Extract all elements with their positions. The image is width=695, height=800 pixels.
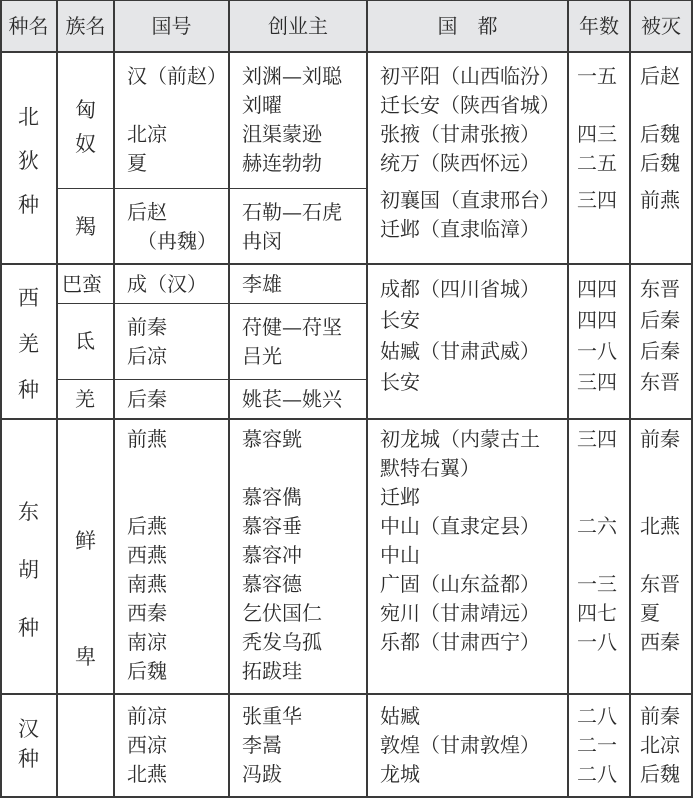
zhongming-han: 汉 种 (18, 717, 39, 771)
guodu-list: 初平阳（山西临汾） 迁长安（陕西省城） 张掖（甘肃张掖） 统万（陕西怀远） 初襄国（直隶邢台） 迁邺（直隶临漳） (380, 64, 560, 241)
border-top (0, 0, 693, 1)
guohao-list: 后赵 （冉魏） (127, 200, 217, 253)
chuangye-list: 慕容皝 慕容儁 慕容垂 慕容冲 慕容德 乞伏国仁 秃发乌孤 拓跋珪 (242, 427, 322, 683)
zuming-qiang: 羌 (75, 387, 95, 411)
header-guohao: 国号 (151, 14, 192, 38)
beimie-list: 后赵 后魏 后魏 前燕 (640, 64, 680, 212)
col-divider (228, 0, 230, 798)
col-divider (629, 0, 631, 798)
col-divider (567, 0, 569, 798)
zuming-di: 氐 (75, 329, 95, 353)
zuming-baman: 巴蛮 (62, 272, 102, 296)
guodu-list: 姑臧 敦煌（甘肃敦煌） 龙城 (380, 704, 540, 786)
nianshu-list: 三四 二六 一三 四七 一八 (577, 427, 617, 654)
guohao-list: 汉（前赵） 北凉 夏 (127, 64, 227, 175)
guohao-list: 成（汉） (127, 272, 207, 296)
border-right (691, 0, 693, 798)
guohao-list: 前燕 后燕 西燕 南燕 西秦 南凉 后魏 (127, 427, 167, 683)
chuangye-list: 石勒—石虎 冉闵 (242, 200, 342, 253)
guohao-list: 后秦 (127, 387, 167, 411)
border-bottom (0, 796, 693, 798)
zhongming-xiqiang: 西 羌 种 (18, 286, 39, 402)
header-guodu: 国 都 (437, 14, 498, 38)
beimie-list: 前秦 北凉 后魏 (640, 704, 680, 786)
guohao-list: 前秦 后凉 (127, 315, 167, 368)
header-beimie: 被灭 (641, 14, 681, 38)
nianshu-list: 四四 四四 一八 三四 (577, 277, 617, 394)
header-zuming: 族名 (65, 14, 106, 38)
beimie-list: 前秦 北燕 东晋 夏 西秦 (640, 427, 680, 654)
subgroup-divider (56, 303, 368, 304)
nianshu-list: 二八 二一 二八 (577, 704, 617, 786)
beimie-list: 东晋 后秦 后秦 东晋 (640, 277, 680, 394)
chuangye-list: 姚苌—姚兴 (242, 387, 342, 411)
col-divider (366, 0, 368, 798)
group-divider (0, 418, 693, 420)
subgroup-divider (56, 188, 368, 189)
guohao-list: 前凉 西凉 北燕 (127, 704, 167, 786)
chuangye-list: 刘渊—刘聪 刘曜 沮渠蒙逊 赫连勃勃 (242, 64, 342, 175)
guodu-list: 初龙城（内蒙古土 默特右翼） 迁邺 中山（直隶定县） 中山 广固（山东益都） 宛川（甘肃靖远） 乐都（甘肃西宁） (380, 427, 540, 654)
group-divider (0, 263, 693, 265)
guodu-list: 成都（四川省城） 长安 姑臧（甘肃武威） 长安 (380, 277, 540, 394)
zuming-xiongnu: 匈 奴 (75, 98, 96, 156)
chuangye-list: 李雄 (242, 272, 282, 296)
zhongming-beidi: 北 狄 种 (18, 105, 39, 217)
header-divider (0, 51, 693, 53)
zuming-jie: 羯 (75, 215, 96, 239)
header-chuangye: 创业主 (268, 14, 328, 38)
nianshu-list: 一五 四三 二五 三四 (577, 64, 617, 212)
header-zhongming: 种名 (8, 14, 49, 38)
zhongming-donghu: 东 胡 种 (18, 500, 39, 640)
subgroup-divider (56, 379, 368, 380)
header-nianshu: 年数 (579, 14, 619, 38)
chuangye-list: 苻健—苻坚 吕光 (242, 315, 342, 368)
chuangye-list: 张重华 李暠 冯跋 (242, 704, 302, 786)
zuming-xianbei: 鲜 卑 (75, 529, 96, 669)
